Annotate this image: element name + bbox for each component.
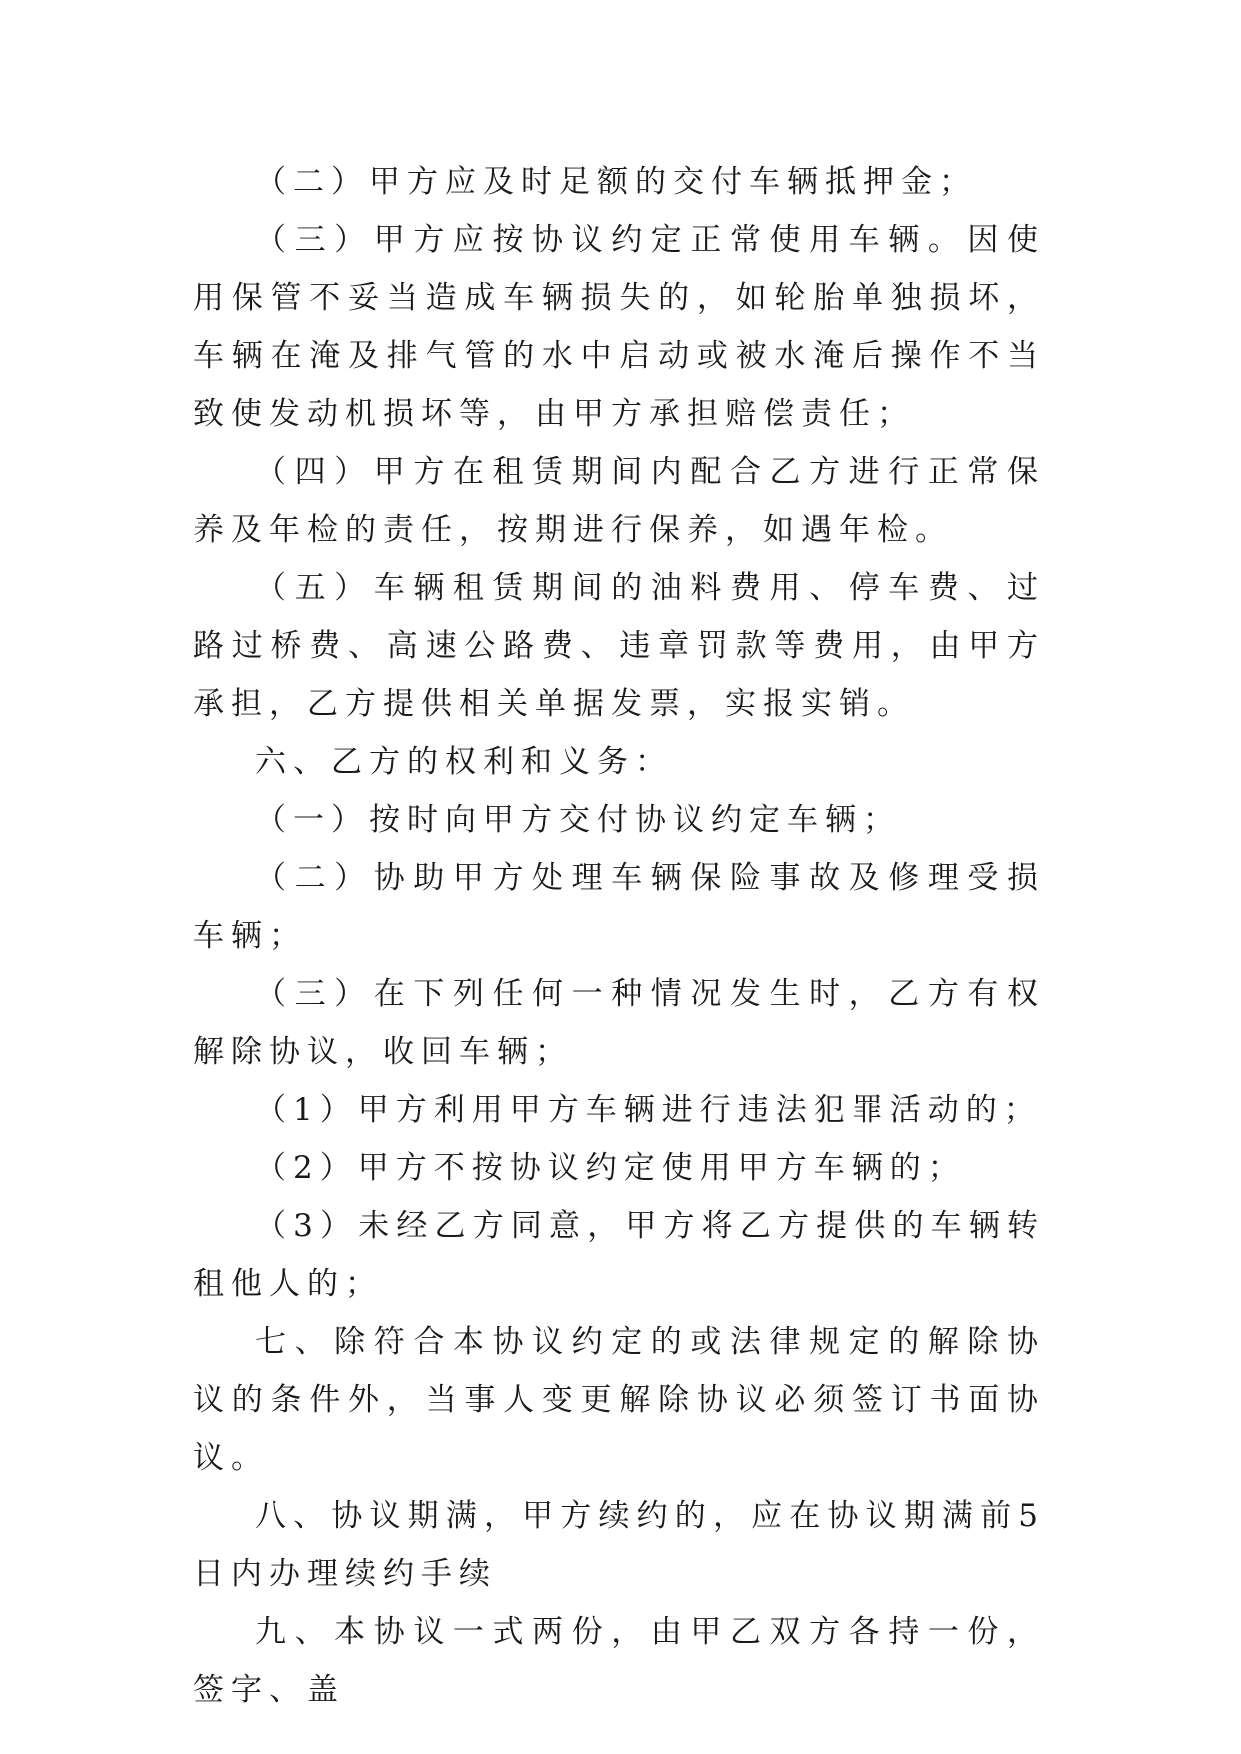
paragraph-deposit: （二）甲方应及时足额的交付车辆抵押金； [255,164,977,200]
paragraph-expenses: （五）车辆租赁期间的油料费用、停车费、过路过桥费、高速公路费、违章罚款等费用，由甲方承担，乙方提供相关单据发票，实报实销。 [193,570,1045,722]
paragraph-deliver-vehicle: （一）按时向甲方交付协议约定车辆； [255,802,901,838]
paragraph-renewal: 八、协议期满，甲方续约的，应在协议期满前5日内办理续约手续 [193,1498,1045,1592]
document-body [193,153,1045,1719]
paragraph-modification: 七、除符合本协议约定的或法律规定的解除协议的条件外，当事人变更解除协议必须签订书面协议。 [193,1324,1045,1476]
paragraph-maintenance: （四）甲方在租赁期间内配合乙方进行正常保养及年检的责任，按期进行保养，如遇年检。 [193,454,1045,548]
list-item-improper-use: （2）甲方不按协议约定使用甲方车辆的； [255,1150,966,1186]
paragraph-termination-right: （三）在下列任何一种情况发生时，乙方有权解除协议，收回车辆； [193,976,1045,1070]
paragraph-proper-use: （三）甲方应按协议约定正常使用车辆。因使用保管不妥当造成车辆损失的，如轮胎单独损坏，车辆在淹及排气管的水中启动或被水淹后操作不当致使发动机损坏等，由甲方承担赔偿责任； [193,222,1045,432]
paragraph-assist-insurance: （二）协助甲方处理车辆保险事故及修理受损车辆； [193,860,1045,954]
paragraph-copies: 九、本协议一式两份，由甲乙双方各持一份，签字、盖 [193,1614,1045,1708]
section-heading-party-b-rights: 六、乙方的权利和义务： [255,744,673,780]
list-item-illegal-use: （1）甲方利用甲方车辆进行违法犯罪活动的； [255,1092,1042,1128]
list-item-sublease: （3）未经乙方同意，甲方将乙方提供的车辆转租他人的； [193,1208,1045,1302]
